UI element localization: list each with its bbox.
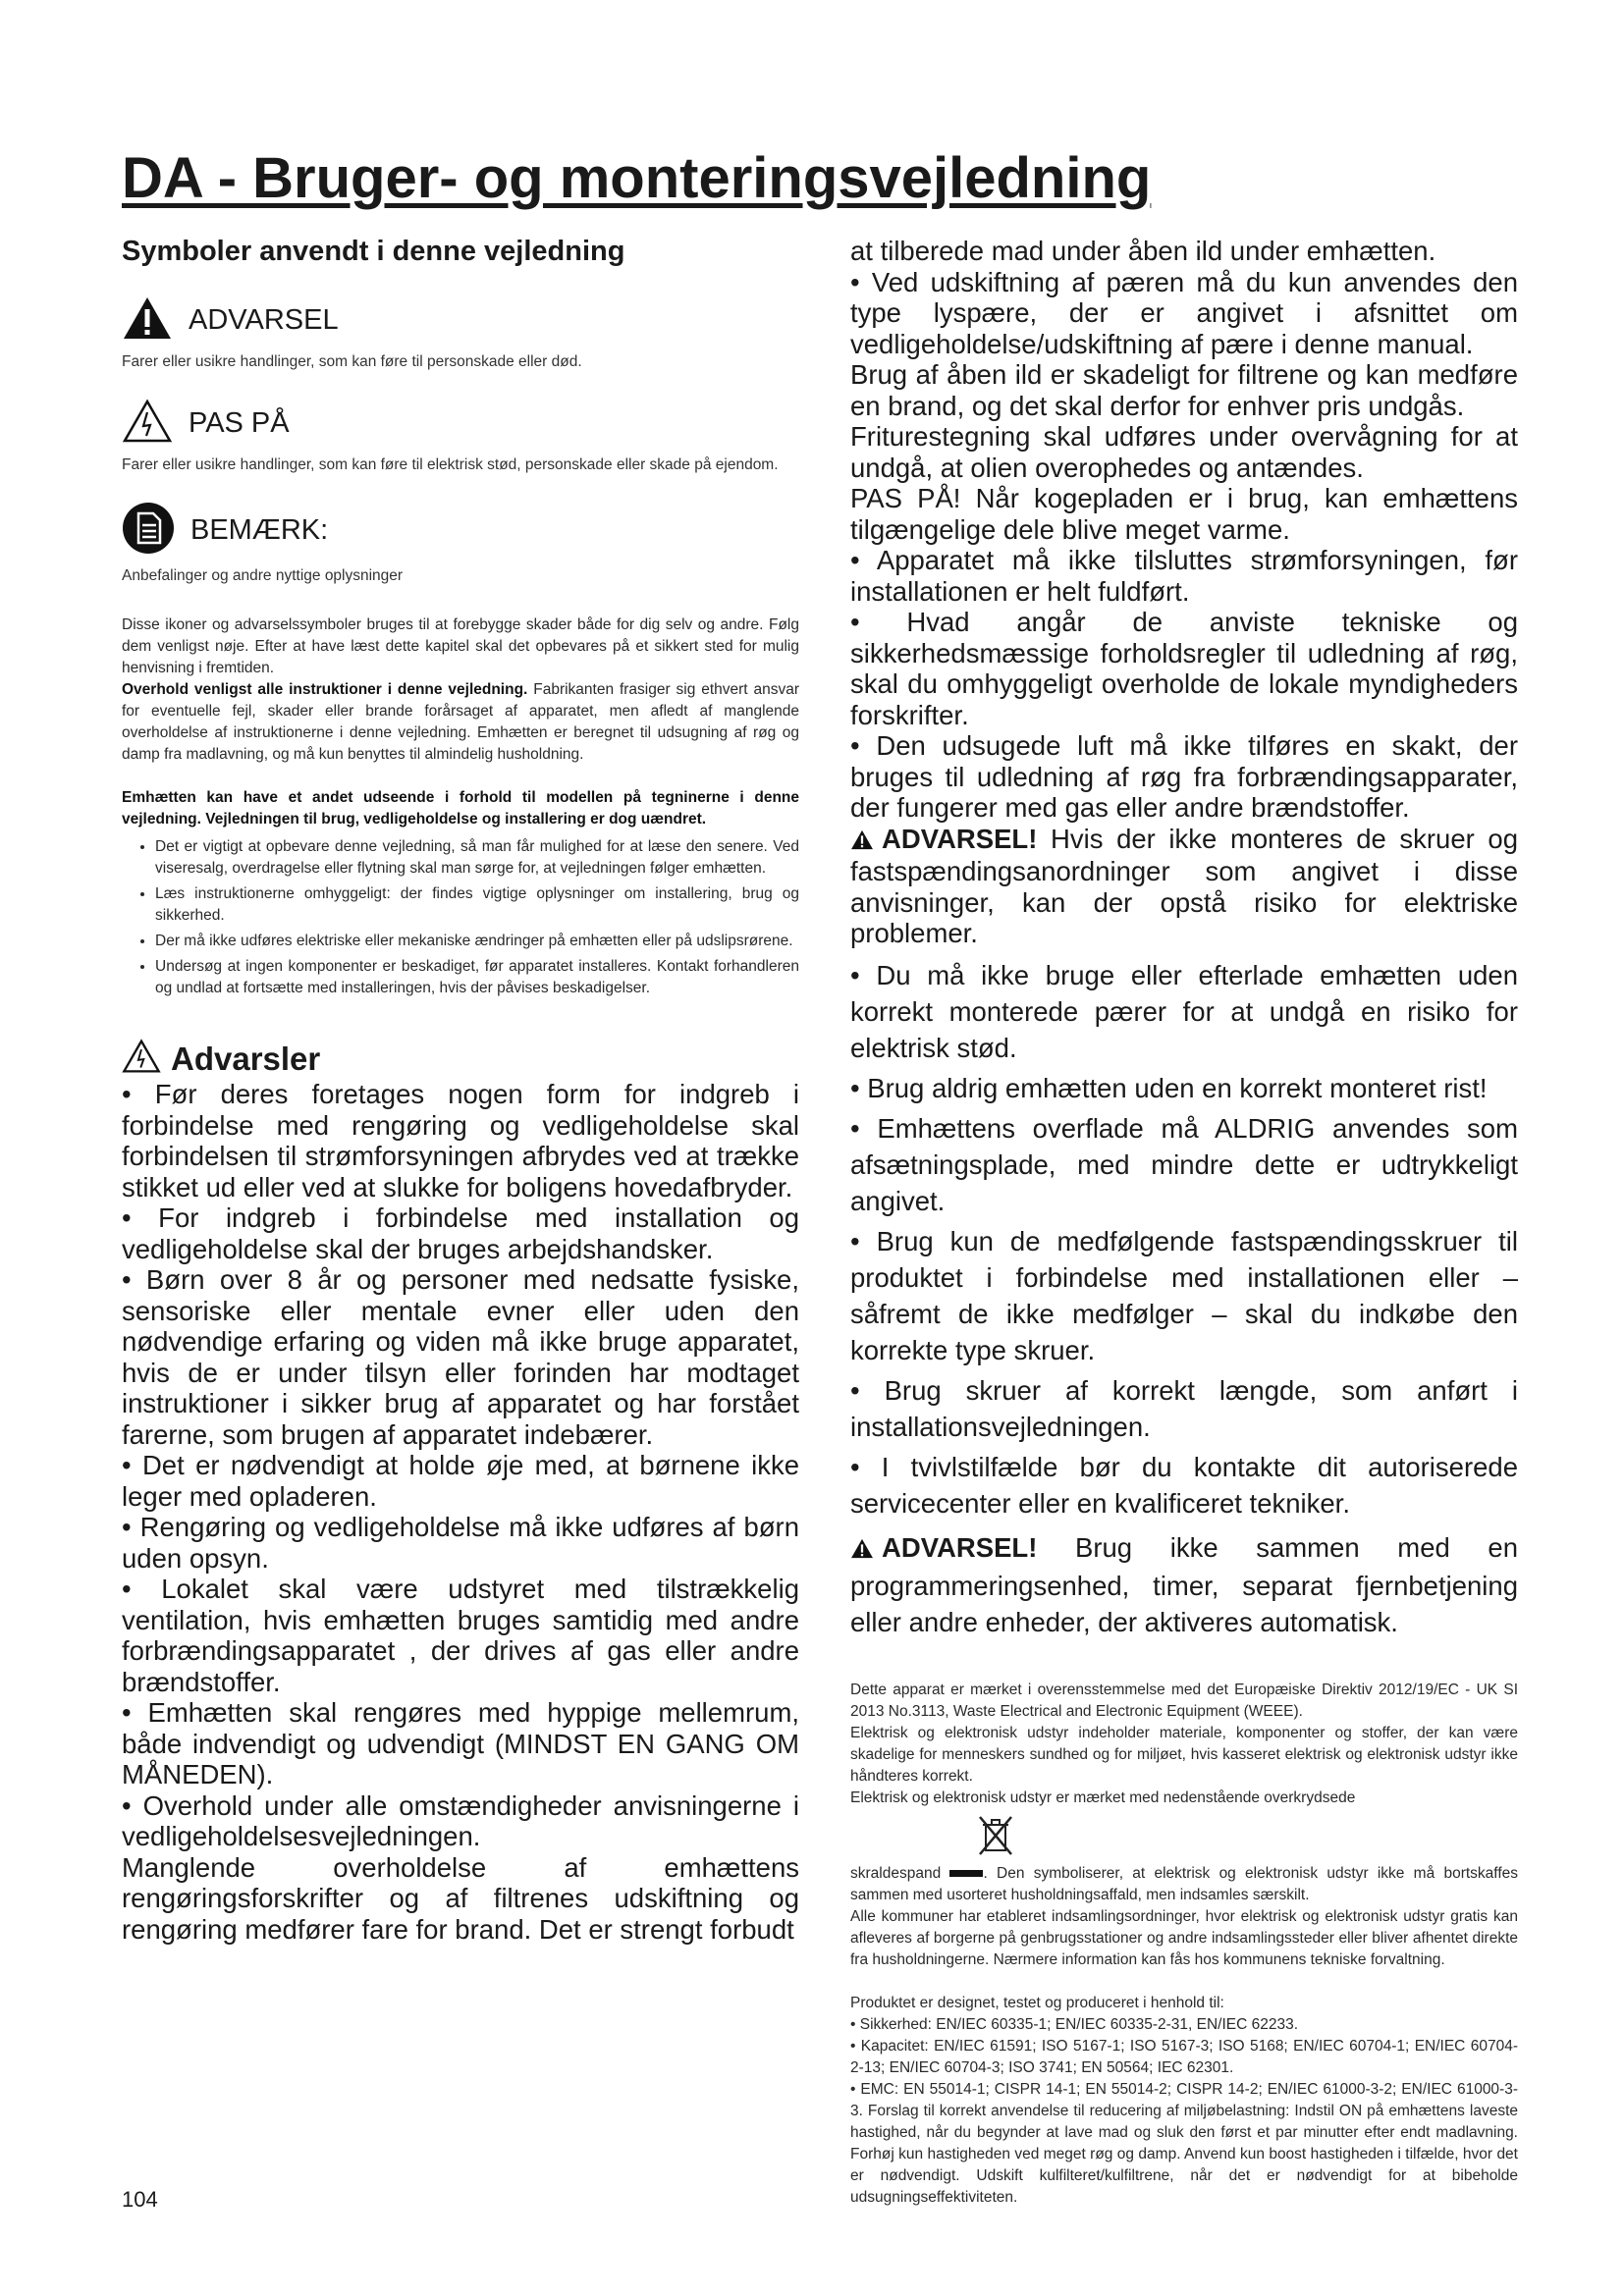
right-paragraph: • Du må ikke bruge eller efterlade emhætten uden korrekt monterede pærer for at undgå en risiko for elektrisk stød. [850, 959, 1518, 1063]
intro-paragraph: Disse ikoner og advarselssymboler bruges til at forebygge skader både for dig selv og andre. Følg dem venligst nøje. Efter at have læst dette kapitel skal det opbevares på et sikkert sted for mulig henvisning i fremtiden. [122, 616, 799, 676]
crossed-out-bin-icon [978, 1815, 1518, 1863]
right-paragraph: • Den udsugede luft må ikke tilføres en skakt, der bruges til udledning af røg fra forbrændingsapparater, der fungerer med gas eller andre brændstoffer. [850, 730, 1518, 823]
warning-label: ADVARSEL! [882, 823, 1038, 854]
warning-paragraph-1 [850, 824, 1518, 949]
advarsler-body [122, 1079, 799, 1945]
right-column [850, 236, 1518, 2209]
note-description: Anbefalinger og andre nyttige oplysninger [122, 567, 404, 584]
black-bar-icon [949, 1870, 983, 1877]
caution-triangle-icon [122, 399, 173, 449]
right-paragraph: Brug af åben ild er skadeligt for filtrene og kan medføre en brand, og det skal derfor for enhver pris undgås. [850, 359, 1518, 421]
right-paragraph: at tilberede mad under åben ild under emhætten. [850, 236, 1436, 266]
advarsler-paragraph: • Lokalet skal være udstyret med tilstrækkelig ventilation, hvis emhætten bruges samtidig med andre forbrændingsapparatet , der drives af gas eller andre brændstoffer. [122, 1574, 799, 1697]
advarsler-paragraph: Manglende overholdelse af emhættens rengøringsforskrifter og af filtrenes udskiftning og rengøring medfører fare for brand. Det er strengt forbudt [122, 1851, 799, 1945]
warning-triangle-icon [850, 1531, 874, 1568]
intro-list [122, 836, 799, 999]
right-paragraph: PAS PÅ! Når kogepladen er i brug, kan emhættens tilgængelige dele blive meget varme. [850, 483, 1518, 545]
advarsler-paragraph: • For indgreb i forbindelse med installation og vedligeholdelse skal der bruges arbejdshandsker. [122, 1202, 799, 1264]
standards-emc: • EMC: EN 55014-1; CISPR 14-1; EN 55014-2; CISPR 14-2; EN/IEC 61000-3-2; EN/IEC 61000-3-3. Forslag til korrekt anvendelse til reducering af miljøbelastning: Indstil ON på emhættens laveste hastighed, når du begynder at lave mad og sluk den først et par minutter efter endt madlavning. Forhøj kun hastigheden ved meget røg og damp. Anvend kun boost hastigheden i tilfælde, hvor det er nødvendigt. Udskift kulfilteret/kulfiltrene, når det er nødvendigt for at bibeholde udsugningseffektiviteten. [850, 2080, 1518, 2206]
model-note [122, 787, 799, 830]
list-item: • Læs instruktionerne omhyggeligt: der findes vigtige oplysninger om installering, brug og sikkerhed. [155, 883, 799, 927]
advarsler-heading-row [122, 1039, 799, 1079]
weee-paragraph: Elektrisk og elektronisk udstyr er mærket med nedenstående overkrydsede [850, 1789, 1356, 1806]
note-symbol-row [122, 502, 799, 560]
warning-text: Brug ikke sammen med en programmeringsenhed, timer, separat fjernbetjening eller andre enheder, der aktiveres automatisk. [850, 1531, 1518, 1637]
warning-text: Hvis der ikke monteres de skruer og fastspændingsanordninger som angivet i disse anvisninger, kan der opstå risiko for elektriske problemer. [850, 823, 1518, 948]
page-title: DA - Bruger- og monteringsvejledning [122, 146, 1152, 210]
advarsler-heading: Advarsler [171, 1040, 321, 1077]
page-number: 104 [122, 2187, 158, 2212]
standards-safety: • Sikkerhed: EN/IEC 60335-1; EN/IEC 60335-2-31, EN/IEC 62233. [850, 2015, 1299, 2033]
right-paragraph: Friturestegning skal udføres under overvågning for at undgå, at olien overophedes og antændes. [850, 421, 1518, 483]
advarsler-paragraph: • Overhold under alle omstændigheder anvisningerne i vedligeholdelsesvejledningen. [122, 1789, 799, 1851]
note-document-icon [122, 502, 175, 560]
note-label: BEMÆRK: [190, 514, 329, 546]
advarsler-paragraph: • Rengøring og vedligeholdelse må ikke udføres af børn uden opsyn. [122, 1512, 799, 1574]
warning-triangle-icon [850, 826, 874, 857]
warning-paragraph-2 [850, 1529, 1518, 1640]
right-paragraph: • Brug aldrig emhætten uden en korrekt monteret rist! [850, 1072, 1488, 1103]
warning-triangle-icon [122, 295, 173, 346]
weee-paragraph: Alle kommuner har etableret indsamlingsordninger, hvor elektrisk og elektronisk udstyr gratis kan afleveres af borgerne på genbrugsstationer og andre indsamlingssteder eller bliver afhentet direkte fra husholdningerne. Nærmere information kan fås hos kommunens tekniske forvaltning. [850, 1907, 1518, 1968]
right-paragraph: • I tvivlstilfælde bør du kontakte dit autoriserede servicecenter eller en kvalificeret tekniker. [850, 1451, 1518, 1519]
right-paragraph: • Emhættens overflade må ALDRIG anvendes som afsætningsplade, med mindre dette er udtrykkeligt angivet. [850, 1112, 1518, 1216]
right-paragraph: • Ved udskiftning af pæren må du kun anvendes den type lyspære, der er angivet i afsnittet om vedligeholdelse/udskiftning af pære i denne manual. [850, 266, 1518, 359]
weee-paragraph [850, 1863, 1518, 1906]
advarsler-paragraph: • Før deres foretages nogen form for indgreb i forbindelse med rengøring og vedligeholdelse skal forbindelsen til strømforsyningen afbrydes ved at trække stikket ud eller ved at slukke for boligens hovedafbryder. [122, 1079, 799, 1202]
standards-intro: Produktet er designet, testet og produceret i henhold til: [850, 1994, 1224, 2011]
instructions-paragraph [122, 679, 799, 766]
weee-paragraph: Elektrisk og elektronisk udstyr indeholder materiale, komponenter og stoffer, der kan være skadelige for menneskers sundhed og for miljøet, hvis kasseret elektrisk og elektronisk udstyr ikke håndteres korrekt. [850, 1724, 1518, 1785]
list-item: • Det er vigtigt at opbevare denne vejledning, så man får mulighed for at læse den senere. Ved viseresalg, overdragelse eller flytning skal man sørge for, at vejledningen følger emhætten. [155, 836, 799, 880]
warning-symbol-row [122, 295, 799, 346]
right-paragraph: • Brug kun de medfølgende fastspændingsskruer til produktet i forbindelse med installationen eller – såfremt de ikke medfølger – skal du indkøbe den korrekte type skruer. [850, 1225, 1518, 1365]
right-paragraph: • Brug skruer af korrekt længde, som anført i installationsvejledningen. [850, 1374, 1518, 1442]
weee-bin-text: . Den symboliserer, at elektrisk og elektronisk udstyr ikke må bortskaffes sammen med usorteret husholdningsaffald, men indsamles særskilt. [850, 1864, 1519, 1903]
list-item: • Der må ikke udføres elektriske eller mekaniske ændringer på emhætten eller på udslipsrørene. [155, 931, 799, 952]
instructions-bold: Overhold venligst alle instruktioner i denne vejledning. [122, 681, 528, 698]
standards-capacity: • Kapacitet: EN/IEC 61591; ISO 5167-1; ISO 5167-3; ISO 5168; EN/IEC 60704-1; EN/IEC 60704-2-13; EN/IEC 60704-3; ISO 3741; EN 50564; IEC 62301. [850, 2037, 1518, 2076]
model-note-bold: Emhætten kan have et andet udseende i forhold til modellen på tegninerne i denne vejledning. Vejledningen til brug, vedligeholdelse og installering er dog uændret. [122, 789, 799, 828]
warning-description: Farer eller usikre handlinger, som kan føre til personskade eller død. [122, 353, 582, 370]
advarsler-paragraph: • Emhætten skal rengøres med hyppige mellemrum, både indvendigt og udvendigt (MINDST EN GANG OM MÅNEDEN). [122, 1697, 799, 1789]
advarsler-paragraph: • Det er nødvendigt at holde øje med, at børnene ikke leger med opladeren. [122, 1450, 799, 1512]
weee-bin-word: skraldespand [850, 1864, 942, 1882]
advarsler-paragraph: • Børn over 8 år og personer med nedsatte fysiske, sensoriske eller mentale evner eller uden den nødvendige erfaring og viden må ikke bruge apparatet, hvis de er under tilsyn eller forinden har modtaget instruktioner i sikker brug af apparatet og har forstået farerne, som brugen af apparatet indebærer. [122, 1264, 799, 1450]
right-paragraph: • Apparatet må ikke tilsluttes strømforsyningen, før installationen er helt fuldført. [850, 545, 1518, 607]
caution-triangle-icon [122, 1039, 161, 1079]
warning-label: ADVARSEL! [882, 1531, 1038, 1563]
weee-paragraph: Dette apparat er mærket i overensstemmelse med det Europæiske Direktiv 2012/19/EC - UK SI 2013 No.3113, Waste Electrical and Electronic Equipment (WEEE). [850, 1681, 1518, 1720]
instructions-text: Fabrikanten frasiger sig ethvert ansvar for eventuelle fejl, skader eller brande forårsaget af apparatet, men afledt af manglende overholdelse af instruktionerne i denne vejledning. Emhætten er beregnet til udsugning af røg og damp fra madlavning, og må kun benyttes til almindelig husholdning. [122, 681, 799, 763]
list-item: • Undersøg at ingen komponenter er beskadiget, før apparatet installeres. Kontakt forhandleren og undlad at fortsætte med installeringen, hvis der påvises beskadigelser. [155, 956, 799, 999]
caution-label: PAS PÅ [189, 407, 290, 439]
caution-description: Farer eller usikre handlinger, som kan føre til elektrisk stød, personskade eller skade på ejendom. [122, 456, 779, 473]
left-column [122, 236, 799, 1945]
warning-label: ADVARSEL [189, 304, 339, 336]
caution-symbol-row [122, 399, 799, 449]
symbols-heading: Symboler anvendt i denne vejledning [122, 236, 625, 267]
right-paragraph: • Hvad angår de anviste tekniske og sikkerhedsmæssige forholdsregler til udledning af røg, skal du omhyggeligt overholde de lokale myndigheders forskrifter. [850, 607, 1518, 730]
